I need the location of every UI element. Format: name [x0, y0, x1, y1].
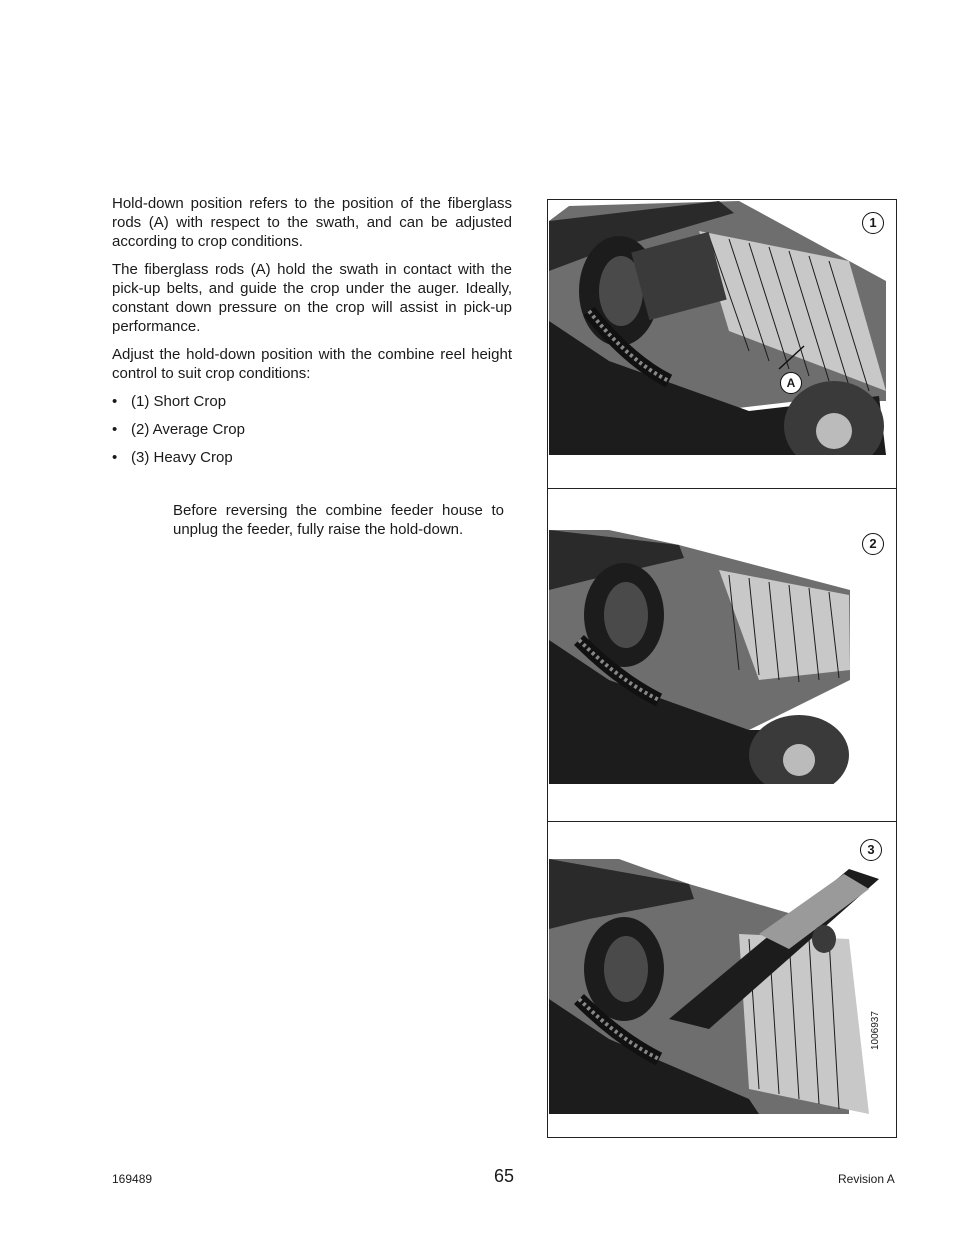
- list-item-label: (1) Short Crop: [131, 393, 227, 410]
- photo-average-crop: [549, 530, 850, 784]
- crop-condition-list: [112, 392, 512, 467]
- photo-heavy-crop: [549, 859, 895, 1114]
- photo-short-crop: [549, 201, 886, 455]
- callout-1: 1: [862, 212, 884, 234]
- list-item: [112, 420, 512, 439]
- part-label-a: A: [780, 372, 802, 394]
- list-item: [112, 448, 512, 467]
- document-number: 169489: [112, 1172, 153, 1186]
- revision-label: Revision A: [838, 1172, 895, 1186]
- bullet-icon: •: [112, 449, 118, 466]
- callout-3: 3: [860, 839, 882, 861]
- paragraph-adjust-instructions: Adjust the hold-down position with the combine reel height control to suit crop conditions:: [112, 346, 512, 382]
- list-item-label: (2) Average Crop: [131, 421, 245, 438]
- list-item: [112, 392, 512, 411]
- bullet-icon: •: [112, 421, 118, 438]
- body-text: [112, 194, 512, 476]
- figure-id: 1006937: [870, 1011, 881, 1050]
- figure-divider: [548, 488, 897, 489]
- hold-down-note: Before reversing the combine feeder house to unplug the feeder, fully raise the hold-down.: [173, 502, 504, 538]
- paragraph-fiberglass-rods: The fiberglass rods (A) hold the swath in contact with the pick-up belts, and guide the crop under the auger. Ideally, constant down pressure on the crop will assist in pick-up performance.: [112, 261, 512, 335]
- bullet-icon: •: [112, 393, 118, 410]
- callout-2: 2: [862, 533, 884, 555]
- figure-divider: [548, 821, 897, 822]
- page-number: 65: [494, 1166, 515, 1186]
- paragraph-hold-down-definition: Hold-down position refers to the position of the fiberglass rods (A) with respect to the swath, and can be adjusted according to crop conditions.: [112, 195, 512, 250]
- list-item-label: (3) Heavy Crop: [131, 449, 233, 466]
